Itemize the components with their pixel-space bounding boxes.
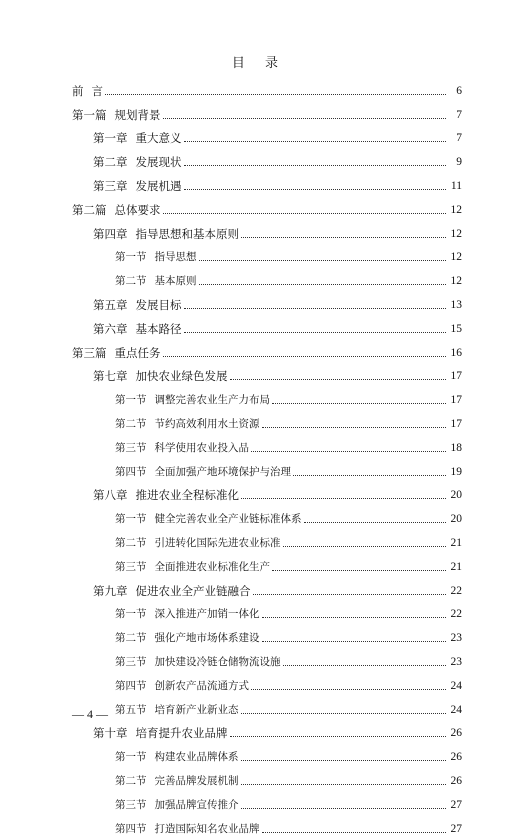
toc-entry-text: 规划背景 [114, 107, 161, 122]
toc-entry-text: 构建农业品牌体系 [154, 751, 239, 764]
toc-entry[interactable] [72, 264, 462, 288]
dot-leader [262, 427, 447, 428]
toc-entry-page: 12 [450, 203, 462, 216]
toc-entry-label [115, 798, 239, 812]
dot-leader [283, 546, 447, 547]
toc-entry-text: 打造国际知名农业品牌 [154, 822, 260, 835]
toc-entry-number: 第三节 [115, 655, 147, 668]
toc-entry-label [93, 322, 182, 336]
toc-entry[interactable] [72, 693, 462, 717]
toc-entry-page: 22 [450, 608, 462, 621]
toc-entry-page: 17 [450, 417, 462, 430]
toc-entry-page: 27 [450, 798, 462, 811]
toc-entry-text: 强化产地市场体系建设 [154, 632, 260, 645]
toc-entry-number: 第一节 [115, 751, 147, 764]
toc-entry-number: 第二节 [115, 774, 147, 787]
toc-entry-number: 第四节 [115, 465, 147, 478]
toc-entry-number: 第一节 [115, 394, 147, 407]
toc-entry-text: 言 [91, 83, 103, 98]
dot-leader [184, 189, 447, 190]
toc-entry[interactable] [72, 788, 462, 812]
dot-leader [241, 760, 447, 761]
toc-entry-text: 总体要求 [114, 202, 161, 217]
toc-entry[interactable] [72, 645, 462, 669]
toc-entry-text: 引进转化国际先进农业标准 [154, 536, 281, 549]
toc-entry-page: 11 [450, 179, 462, 192]
dot-leader [253, 594, 447, 595]
toc-entry-page: 17 [450, 370, 462, 383]
toc-entry-page: 27 [450, 822, 462, 835]
toc-entry-number: 第二节 [115, 632, 147, 645]
toc-entry-number: 第十章 [93, 726, 128, 741]
toc-entry-number: 第三节 [115, 560, 147, 573]
toc-entry-number: 第七章 [93, 369, 128, 384]
toc-entry-page: 24 [450, 703, 462, 716]
toc-entry-label [115, 822, 260, 836]
dot-leader [163, 118, 447, 119]
toc-entry-text: 重点任务 [114, 345, 161, 360]
toc-entry[interactable] [72, 502, 462, 526]
toc-entry-label [115, 536, 281, 550]
dot-leader [230, 379, 447, 380]
toc-entry[interactable] [72, 526, 462, 550]
toc-entry[interactable] [72, 217, 462, 241]
toc-entry-page: 21 [450, 560, 462, 573]
page-number-footer: — 4 — [72, 707, 108, 721]
toc-entry-page: 13 [450, 298, 462, 311]
toc-entry-text: 全面推进农业标准化生产 [154, 560, 270, 573]
toc-entry-page: 22 [450, 584, 462, 597]
dot-leader [251, 689, 446, 690]
toc-entry-number: 第九章 [93, 583, 128, 598]
toc-entry-number: 第四节 [115, 679, 147, 692]
toc-entry-label [115, 274, 197, 288]
toc-entry-number: 第二节 [115, 275, 147, 288]
toc-entry-number: 第六章 [93, 321, 128, 336]
toc-entry-number: 第四节 [115, 822, 147, 835]
toc-entry-label [93, 298, 182, 312]
toc-entry-number: 第三篇 [72, 345, 107, 360]
toc-entry-page: 26 [450, 774, 462, 787]
toc-entry-text: 基本路径 [135, 321, 182, 336]
toc-entry[interactable] [72, 764, 462, 788]
toc-entry-page: 18 [450, 441, 462, 454]
toc-entry-page: 21 [450, 536, 462, 549]
toc-entry-number: 第二篇 [72, 202, 107, 217]
toc-entry-label [93, 155, 182, 169]
toc-entry-text: 发展目标 [135, 297, 182, 312]
toc-entry-number: 第一节 [115, 513, 147, 526]
toc-entry[interactable] [72, 550, 462, 574]
toc-entry[interactable] [72, 383, 462, 407]
toc-entry[interactable] [72, 621, 462, 645]
toc-entry[interactable] [72, 193, 462, 217]
toc-entry[interactable] [72, 740, 462, 764]
toc-entry-number: 第二节 [115, 417, 147, 430]
toc-entry-label [72, 203, 161, 217]
dot-leader [241, 498, 446, 499]
toc-entry-label [115, 512, 302, 526]
dot-leader [199, 260, 447, 261]
toc-entry-label [115, 465, 291, 479]
toc-entry-number: 第五节 [115, 703, 147, 716]
toc-entry[interactable] [72, 455, 462, 479]
toc-entry-text: 调整完善农业生产力布局 [154, 394, 270, 407]
toc-entry[interactable] [72, 336, 462, 360]
toc-entry-label [72, 346, 161, 360]
toc-entry-text: 培育新产业新业态 [154, 703, 239, 716]
toc-entry-label [93, 584, 251, 598]
dot-leader [105, 94, 446, 95]
toc-entry[interactable] [72, 431, 462, 455]
toc-entry-label [115, 393, 270, 407]
toc-entry[interactable] [72, 145, 462, 169]
toc-entry-label [93, 488, 239, 502]
toc-entry-text: 完善品牌发展机制 [154, 774, 239, 787]
toc-entry[interactable] [72, 598, 462, 622]
toc-entry[interactable] [72, 360, 462, 384]
toc-entry-page: 23 [450, 632, 462, 645]
toc-entry-page: 26 [450, 751, 462, 764]
toc-entry-page: 23 [450, 655, 462, 668]
toc-entry-page: 24 [450, 679, 462, 692]
dot-leader [262, 641, 447, 642]
toc-entry-label [72, 108, 161, 122]
toc-entry-page: 12 [450, 227, 462, 240]
toc-entry-page: 12 [450, 275, 462, 288]
dot-leader [184, 308, 447, 309]
toc-entry-text: 基本原则 [154, 275, 197, 288]
toc-entry-text: 培育提升农业品牌 [135, 726, 228, 741]
dot-leader [283, 665, 447, 666]
toc-entry-label [93, 227, 239, 241]
toc-entry-page: 20 [450, 489, 462, 502]
toc-entry-text: 指导思想 [154, 251, 197, 264]
dot-leader [184, 141, 447, 142]
toc-entry-text: 促进农业全产业链融合 [135, 583, 251, 598]
toc-entry-text: 指导思想和基本原则 [135, 226, 239, 241]
toc-entry-label [115, 417, 260, 431]
toc-entry[interactable] [72, 574, 462, 598]
toc-entry-label [115, 703, 239, 717]
toc-entry[interactable] [72, 98, 462, 122]
toc-entry-label [72, 84, 103, 98]
dot-leader [199, 284, 447, 285]
table-of-contents [72, 74, 462, 836]
toc-entry[interactable] [72, 288, 462, 312]
toc-entry-page: 19 [450, 465, 462, 478]
toc-entry-page: 7 [456, 132, 462, 145]
toc-entry-text: 加快建设冷链仓储物流设施 [154, 655, 281, 668]
dot-leader [304, 522, 447, 523]
dot-leader [262, 832, 447, 833]
dot-leader [184, 165, 447, 166]
dot-leader [163, 356, 447, 357]
dot-leader [241, 784, 447, 785]
toc-entry-text: 健全完善农业全产业链标准体系 [154, 513, 302, 526]
dot-leader [251, 451, 446, 452]
toc-entry[interactable] [72, 812, 462, 836]
toc-entry[interactable] [72, 241, 462, 265]
dot-leader [293, 475, 446, 476]
toc-entry-label [115, 631, 260, 645]
dot-leader [241, 808, 447, 809]
toc-entry-label [115, 441, 249, 455]
toc-entry-number: 第一章 [93, 131, 128, 146]
toc-entry[interactable] [72, 407, 462, 431]
toc-entry-label [93, 726, 228, 740]
toc-entry[interactable] [72, 312, 462, 336]
dot-leader [163, 213, 447, 214]
toc-entry-label [115, 655, 281, 669]
dot-leader [184, 332, 447, 333]
toc-entry-page: 20 [450, 513, 462, 526]
toc-entry-text: 节约高效利用水土资源 [154, 417, 260, 430]
toc-entry-number: 第一节 [115, 251, 147, 264]
dot-leader [272, 570, 446, 571]
toc-entry[interactable] [72, 669, 462, 693]
toc-entry-number: 第一篇 [72, 107, 107, 122]
toc-entry-text: 重大意义 [135, 131, 182, 146]
toc-entry[interactable] [72, 169, 462, 193]
toc-entry-label [93, 369, 228, 383]
toc-entry-label [115, 250, 197, 264]
dot-leader [241, 237, 446, 238]
toc-entry-number: 第五章 [93, 297, 128, 312]
dot-leader [262, 617, 447, 618]
toc-entry-number: 第三节 [115, 798, 147, 811]
toc-entry-text: 发展机遇 [135, 178, 182, 193]
toc-entry-number: 第一节 [115, 608, 147, 621]
toc-entry[interactable] [72, 479, 462, 503]
toc-entry-page: 9 [456, 156, 462, 169]
toc-entry-number: 第八章 [93, 488, 128, 503]
toc-entry-page: 7 [456, 108, 462, 121]
toc-entry-label [115, 774, 239, 788]
toc-entry-text: 科学使用农业投入品 [154, 441, 249, 454]
toc-entry-page: 12 [450, 251, 462, 264]
toc-entry-page: 26 [450, 727, 462, 740]
page-title: 目 录 [231, 56, 287, 71]
dot-leader [241, 713, 447, 714]
toc-entry-label [93, 179, 182, 193]
toc-entry-label [93, 131, 182, 145]
toc-entry[interactable] [72, 717, 462, 741]
toc-entry-text: 发展现状 [135, 155, 182, 170]
toc-entry-number: 前 [72, 83, 84, 98]
toc-entry-page: 6 [456, 84, 462, 97]
dot-leader [272, 403, 446, 404]
toc-entry-text: 全面加强产地环境保护与治理 [154, 465, 291, 478]
toc-entry-number: 第二节 [115, 536, 147, 549]
toc-entry-label [115, 607, 260, 621]
toc-entry-label [115, 679, 249, 693]
toc-entry-label [115, 750, 239, 764]
toc-entry-number: 第四章 [93, 226, 128, 241]
toc-entry-text: 加快农业绿色发展 [135, 369, 228, 384]
toc-entry-number: 第二章 [93, 155, 128, 170]
toc-entry-page: 15 [450, 322, 462, 335]
toc-entry-text: 加强品牌宣传推介 [154, 798, 239, 811]
toc-entry[interactable] [72, 74, 462, 98]
toc-entry-page: 16 [450, 346, 462, 359]
toc-entry-number: 第三章 [93, 178, 128, 193]
dot-leader [230, 736, 447, 737]
toc-entry-text: 创新农产品流通方式 [154, 679, 249, 692]
toc-entry-number: 第三节 [115, 441, 147, 454]
toc-entry-label [115, 560, 270, 574]
toc-entry-text: 深入推进产加销一体化 [154, 608, 260, 621]
toc-entry-text: 推进农业全程标准化 [135, 488, 239, 503]
toc-entry-page: 17 [450, 394, 462, 407]
toc-entry[interactable] [72, 122, 462, 146]
